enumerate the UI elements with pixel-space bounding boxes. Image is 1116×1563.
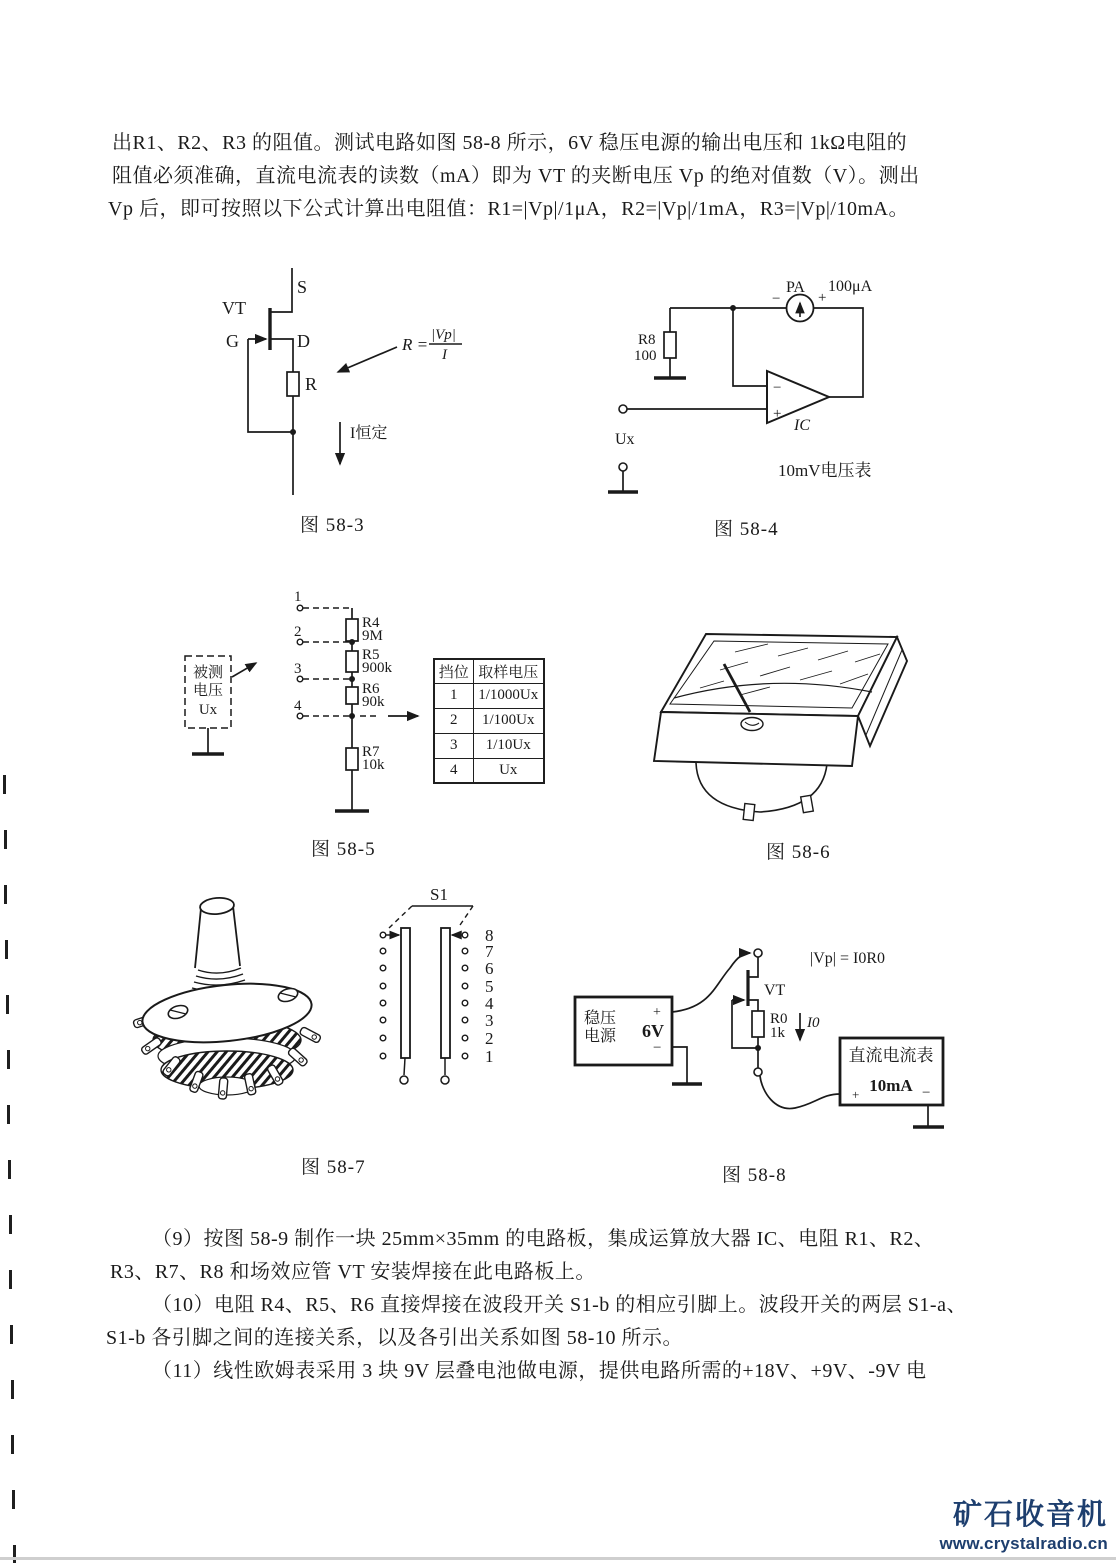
table-row [434,758,544,783]
body-line-1: （9）按图 58-9 制作一块 25mm×35mm 的电路板，集成运算放大器 IC、电阻 R1、R2、 [152,1228,935,1250]
figure-58-8-circuit [560,920,980,1180]
resistor-r-symbol [248,339,299,495]
vt-label: VT [764,982,786,999]
scan-mark [11,1435,14,1454]
pin-number: 3 [485,1011,494,1030]
figure-58-7-caption: 图 58-7 [301,1157,366,1178]
pin-4-label: 4 [294,698,302,714]
intro-line-2: 阻值必须准确，直流电流表的读数（mA）即为 VT 的夹断电压 Vp 的绝对值数（V）。测出 [112,165,920,187]
watermark-title: 矿石收音机 [952,1499,1108,1531]
scan-mark [4,885,7,904]
r5-value: 900k [362,660,392,676]
pin-number: 7 [485,942,494,961]
source-under-test-box [185,656,256,754]
supply-ground [672,1047,702,1084]
common-terminals [400,1058,449,1084]
table-header-voltage: 取样电压 [473,659,544,683]
r8-label: R8 [638,332,656,348]
scan-mark [5,940,8,959]
body-line-3: （10）电阻 R4、R5、R6 直接焊接在波段开关 S1-b 的相应引脚上。波段开关的两层 S1-a、 [152,1294,967,1316]
body-line-4: S1-b 各引脚之间的连接关系，以及各引出关系如图 58-10 所示。 [106,1327,683,1349]
pin-number: 5 [485,977,494,996]
meter-body [654,634,907,820]
intro-line-1: 出R1、R2、R3 的阻值。测试电路如图 58-8 所示，6V 稳压电源的输出电压和 1kΩ电阻的 [112,132,908,154]
switch-shaft [195,897,240,968]
scan-mark [8,1160,11,1179]
meter-plus-sign: + [818,290,827,306]
scan-mark [3,775,6,794]
ammeter-plus-sign: + [852,1087,860,1102]
figure-58-6-meter-drawing [640,600,960,840]
scan-mark [7,1050,10,1069]
formula-denominator: I [442,347,447,363]
power-supply-box [575,997,672,1065]
supply-minus-sign: − [653,1040,662,1056]
source-box-line3: Ux [198,702,218,718]
r7-label: R7 [362,744,380,760]
pin-numbers [485,926,494,1066]
formula-pointer-arrow [338,347,397,372]
source-box-line1: 被测 [192,665,224,681]
opamp-ic-label: IC [794,417,810,434]
supply-label-line2: 电源 [584,1028,617,1045]
source-box-line2: 电压 [192,683,224,699]
fet-source-terminal [754,949,762,957]
resistor-r0-symbol [752,1011,764,1068]
constant-current-label: I恒定 [350,425,388,442]
opamp-noninverting-sign: + [773,406,782,422]
s1-switch-diagram [370,880,520,1100]
table-header-position: 挡位 [434,659,473,683]
pin-3-label: 3 [294,661,302,677]
scan-mark [13,1545,16,1563]
figure-58-8-caption: 图 58-8 [722,1165,787,1186]
pin-2-label: 2 [294,624,302,640]
wafer-bar-right [441,928,450,1058]
formula-lhs: R = [402,335,429,354]
meter-pa-symbol [787,295,814,322]
table-cell: 1/100Ux [473,708,544,733]
input-terminal [619,405,627,413]
body-line-5: （11）线性欧姆表采用 3 块 9V 层叠电池做电源，提供电路所需的+18V、+9V、-9V 电 [152,1360,927,1382]
r6-value: 90k [362,694,385,710]
ammeter-range: 10mA [869,1076,913,1095]
junction-dot [730,305,736,311]
resistor-label: R [305,374,318,394]
input-ux-label: Ux [615,431,635,448]
table-row [434,683,544,708]
intro-line-3: Vp 后，即可按照以下公式计算出电阻值：R1=|Vp|/1μA，R2=|Vp|/1mA，R3=|Vp|/10mA。 [108,198,909,220]
s1-label: S1 [430,885,448,904]
vp-formula: |Vp| = I0R0 [810,950,885,967]
table-cell: 4 [434,758,473,783]
table-cell: 2 [434,708,473,733]
table-cell: 1 [434,683,473,708]
output-terminal [754,1068,762,1076]
pin-number: 4 [485,994,494,1013]
scan-mark [6,995,9,1014]
scan-mark [11,1380,14,1399]
table-row [434,708,544,733]
figure-58-3-circuit [150,260,570,510]
table-row [434,733,544,758]
table-cell: 1/10Ux [473,733,544,758]
meter-name-label: PA [786,279,805,296]
i0-label: I0 [807,1015,820,1031]
formula-numerator: |Vp| [431,327,456,343]
watermark-url: www.crystalradio.cn [939,1534,1108,1553]
r0-value: 1k [770,1025,785,1041]
ammeter-minus-sign: − [922,1085,931,1101]
resistance-formula [401,327,462,363]
scan-mark [9,1215,12,1234]
pin-number: 2 [485,1029,494,1048]
source-label: S [297,277,308,297]
voltmeter-note: 10mV电压表 [778,461,872,480]
s1-pointer-lines [389,906,473,928]
r6-label: R6 [362,681,380,697]
junction-dot [755,1045,761,1051]
vt-label: VT [222,298,246,318]
table-cell: Ux [473,758,544,783]
contacts-right [462,932,468,1059]
ammeter-box [840,1038,943,1105]
scan-mark [7,1105,10,1124]
sampling-voltage-table [433,658,545,784]
supply-to-fet-wire [672,953,750,1012]
wafer-bar-left [401,928,410,1058]
meter-range-label: 100μA [828,278,873,295]
scan-bottom-edge [0,1557,1116,1560]
scan-mark [12,1490,15,1509]
r7-value: 10k [362,757,385,773]
table-cell: 1/1000Ux [473,683,544,708]
figure-58-7-rotary-switch-drawing [140,880,360,1140]
gate-label: G [226,331,239,351]
contacts-left [380,932,386,1059]
r4-label: R4 [362,615,380,631]
figure-58-3-caption: 图 58-3 [300,515,365,536]
scan-mark [4,830,7,849]
r0-label: R0 [770,1011,788,1027]
meter-minus-sign: − [772,291,781,307]
drain-label: D [297,331,310,351]
opamp-inverting-sign: − [773,380,782,396]
ammeter-title: 直流电流表 [848,1046,934,1065]
junction-dot [290,429,296,435]
watermark [930,1492,1108,1554]
figure-58-5-circuit [170,580,440,840]
table-cell: 3 [434,733,473,758]
figure-58-6-caption: 图 58-6 [766,842,831,863]
supply-voltage: 6V [642,1021,664,1041]
scan-mark [10,1325,13,1344]
r5-label: R5 [362,647,380,663]
pin-number: 6 [485,959,494,978]
ammeter-ground [913,1105,944,1127]
figure-58-5-caption: 图 58-5 [311,839,376,860]
wire-to-ammeter [760,1076,840,1109]
body-line-2: R3、R7、R8 和场效应管 VT 安装焊接在此电路板上。 [110,1261,596,1283]
zero-adjust-screw [741,718,763,731]
figure-58-4-caption: 图 58-4 [714,519,779,540]
r4-value: 9M [362,628,383,644]
pin-number: 1 [485,1047,494,1066]
supply-plus-sign: + [653,1005,661,1020]
pin-number: 8 [485,926,494,945]
figure-58-4-circuit [600,260,1020,510]
supply-label-line1: 稳压 [584,1010,617,1027]
r8-value: 100 [634,348,657,364]
pin-1-label: 1 [294,589,302,605]
scan-mark [9,1270,12,1289]
fet-symbol [248,268,293,372]
